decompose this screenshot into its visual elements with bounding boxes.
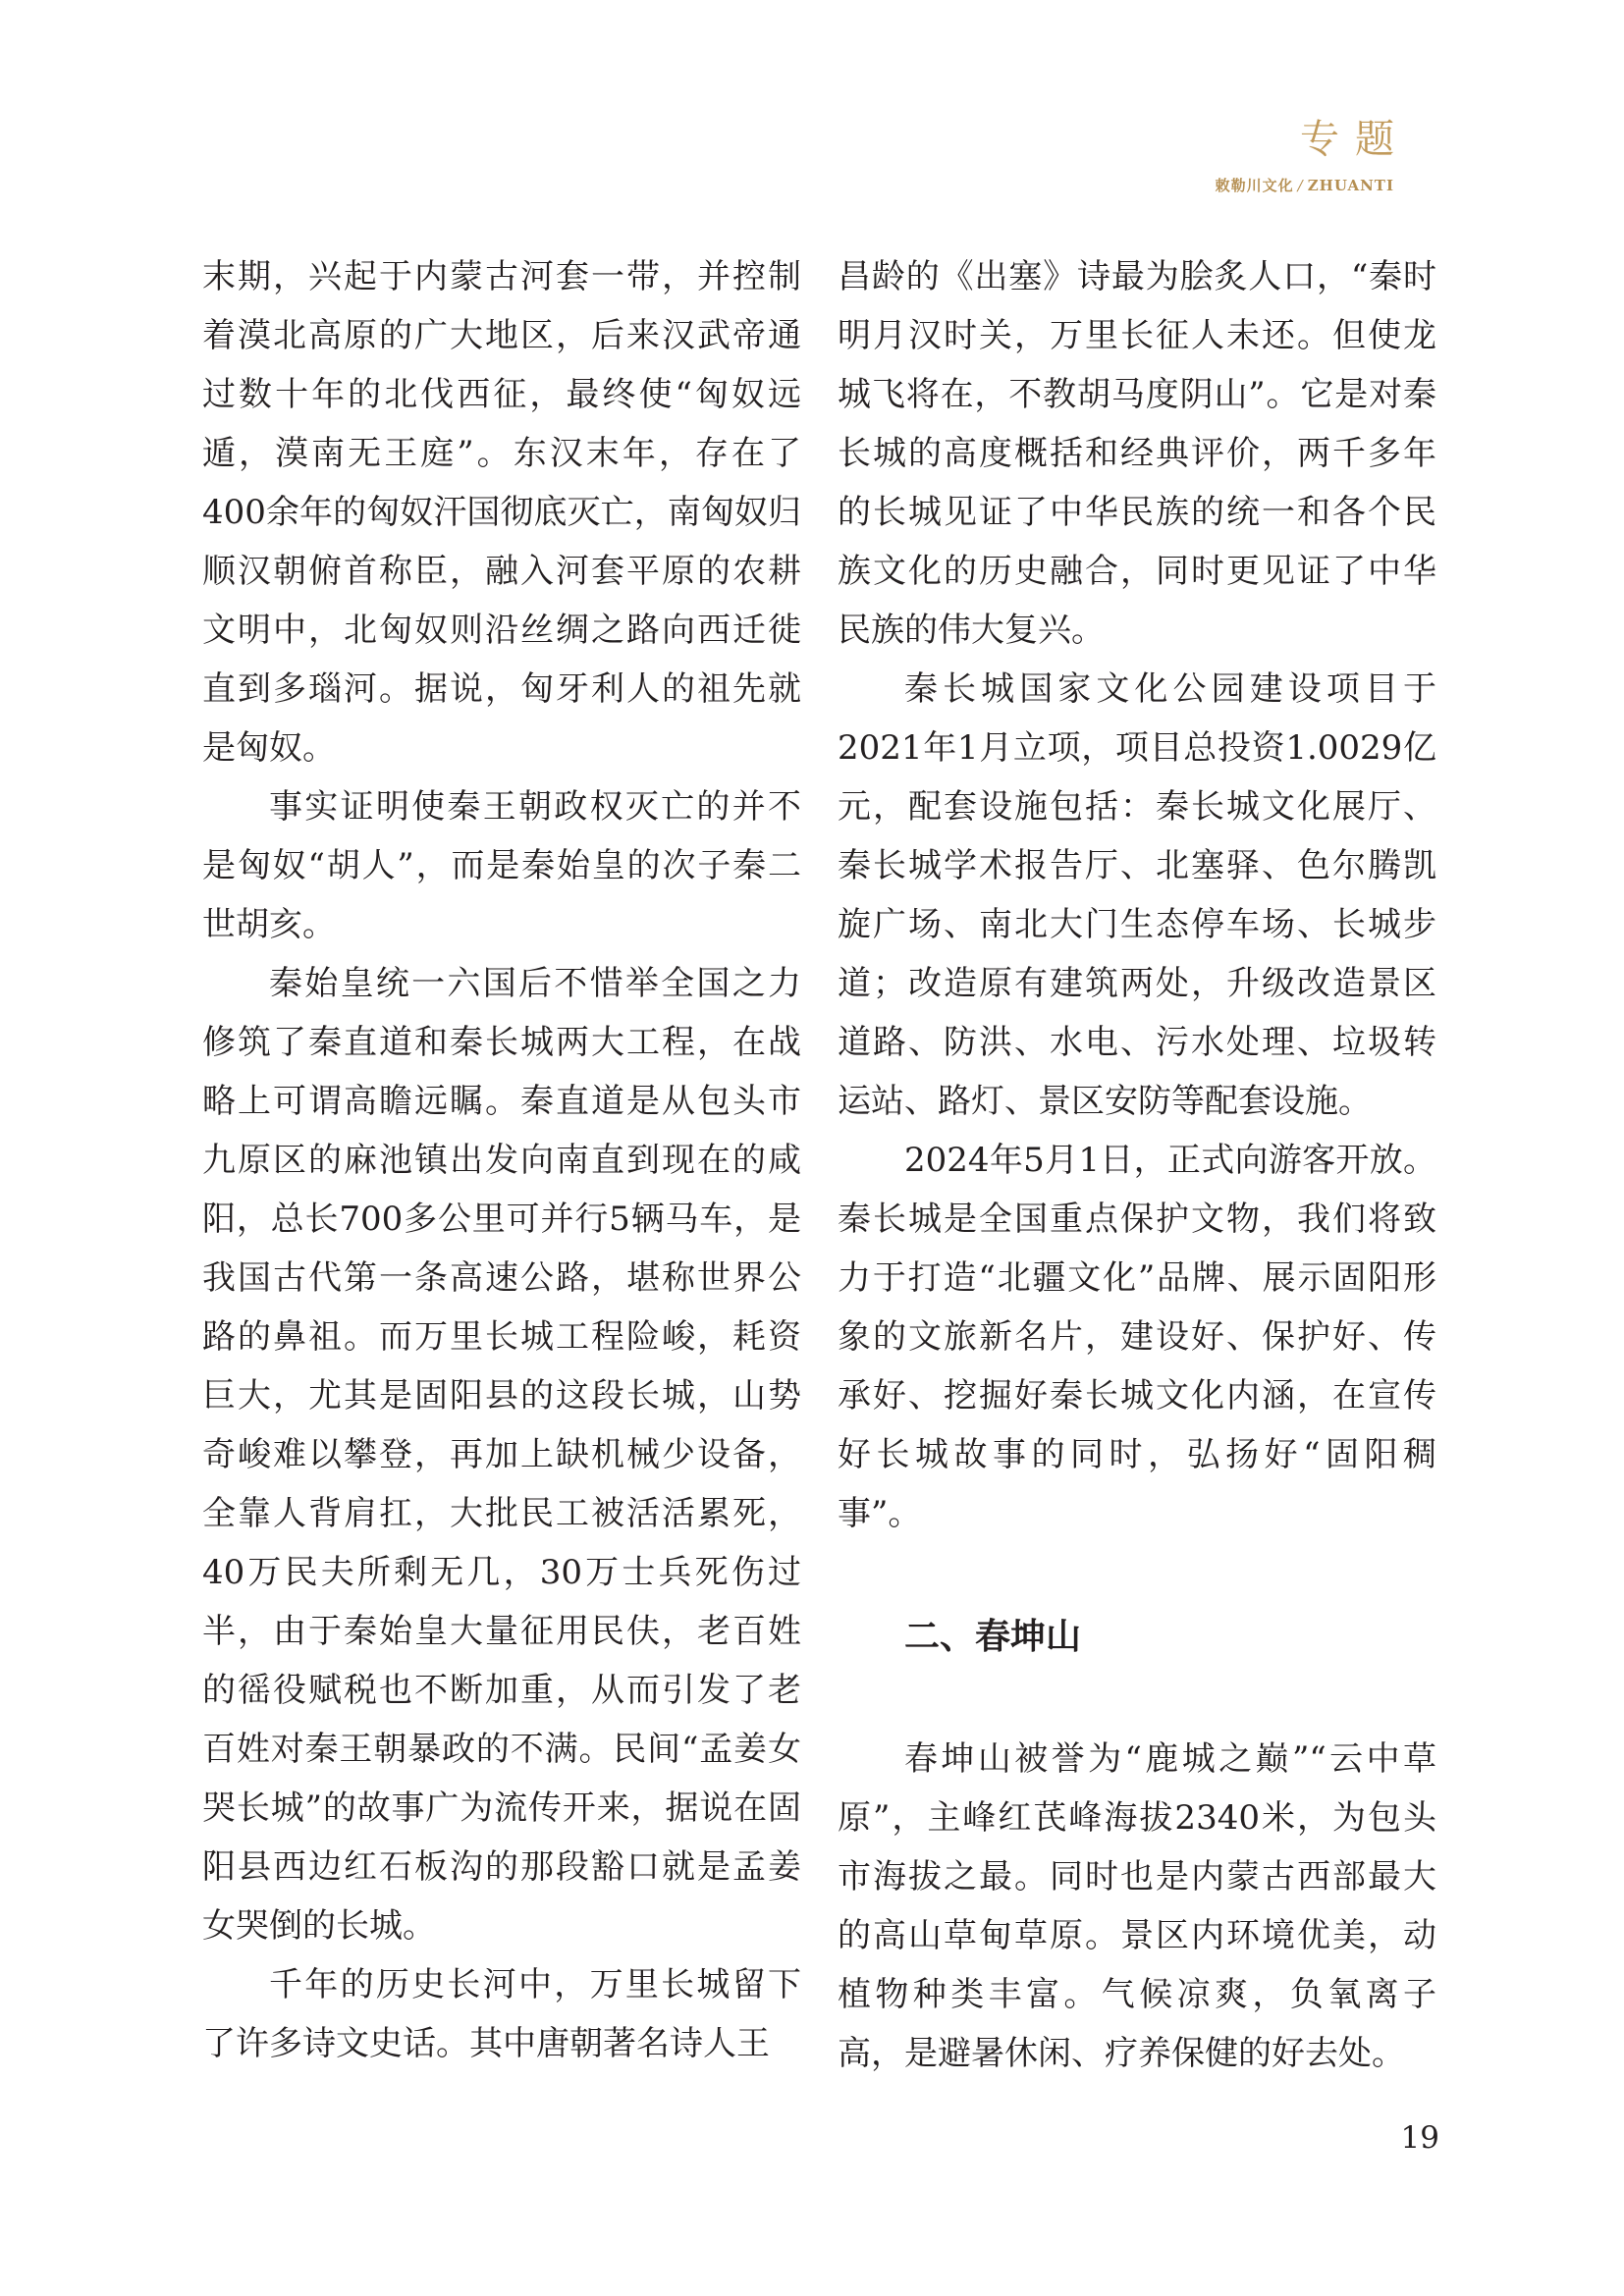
paragraph: 春坤山被誉为“鹿城之巅”“云中草原”，主峰红芪峰海拔2340米，为包头市海拔之最。同时也是内蒙古西部最大的高山草甸草原。景区内环境优美，动植物种类丰富。气候凉爽，负氧离子高，是避暑休闲、疗养保健的好去处。 <box>838 1739 1436 2073</box>
paragraph: 秦始皇统一六国后不惜举全国之力修筑了秦直道和秦长城两大工程，在战略上可谓高瞻远瞩。秦直道是从包头市九原区的麻池镇出发向南直到现在的咸阳，总长700多公里可并行5辆马车，是我国古代第一条高速公路，堪称世界公路的鼻祖。而万里长城工程险峻，耗资巨大，尤其是固阳县的这段长城，山势奇峻难以攀登，再加上缺机械少设备，全靠人背肩扛，大批民工被活活累死，40万民夫所剩无几，30万士兵死伤过半，由于秦始皇大量征用民伕，老百姓的徭役赋税也不断加重，从而引发了老百姓对秦王朝暴政的不满。民间“孟姜女哭长城”的故事广为流传开来，据说在固阳县西边红石板沟的那段豁口就是孟姜女哭倒的长城。 <box>202 964 801 1946</box>
subtitle-separator: / <box>1297 177 1304 194</box>
section-subtitle <box>1216 175 1394 195</box>
subtitle-en: ZHUANTI <box>1307 177 1394 194</box>
page-header <box>1215 116 1410 195</box>
paragraph: 末期，兴起于内蒙古河套一带，并控制着漠北高原的广大地区，后来汉武帝通过数十年的北伐西征，最终使“匈奴远遁，漠南无王庭”。东汉末年，存在了400余年的匈奴汗国彻底灭亡，南匈奴归顺汉朝俯首称臣，融入河套平原的农耕文明中，北匈奴则沿丝绸之路向西迁徙直到多瑙河。据说，匈牙利人的祖先就是匈奴。 <box>202 257 801 768</box>
section-heading: 二、春坤山 <box>904 1617 1082 1657</box>
right-column <box>838 247 1436 2083</box>
paragraph: 千年的历史长河中，万里长城留下了许多诗文史话。其中唐朝著名诗人王 <box>202 1965 801 2063</box>
paragraph: 秦长城国家文化公园建设项目于2021年1月立项，项目总投资1.0029亿元，配套设施包括：秦长城文化展厅、秦长城学术报告厅、北塞驿、色尔腾凯旋广场、南北大门生态停车场、长城步道；改造原有建筑两处，升级改造景区道路、防洪、水电、污水处理、垃圾转运站、路灯、景区安防等配套设施。 <box>838 669 1436 1121</box>
page-number: 19 <box>1400 2120 1439 2156</box>
paragraph: 2024年5月1日，正式向游客开放。秦长城是全国重点保护文物，我们将致力于打造“北疆文化”品牌、展示固阳形象的文旅新名片，建设好、保护好、传承好、挖掘好秦长城文化内涵，在宣传好长城故事的同时，弘扬好“固阳稠事”。 <box>838 1141 1436 1533</box>
paragraph: 事实证明使秦王朝政权灭亡的并不是匈奴“胡人”，而是秦始皇的次子秦二世胡亥。 <box>202 787 801 944</box>
subtitle-cn: 敕勒川文化 <box>1215 177 1294 194</box>
section-title: 专题 <box>1300 117 1410 162</box>
paragraph: 昌龄的《出塞》诗最为脍炙人口，“秦时明月汉时关，万里长征人未还。但使龙城飞将在，不教胡马度阴山”。它是对秦长城的高度概括和经典评价，两千多年的长城见证了中华民族的统一和各个民族文化的历史融合，同时更见证了中华民族的伟大复兴。 <box>838 257 1436 650</box>
left-column <box>202 247 801 2073</box>
